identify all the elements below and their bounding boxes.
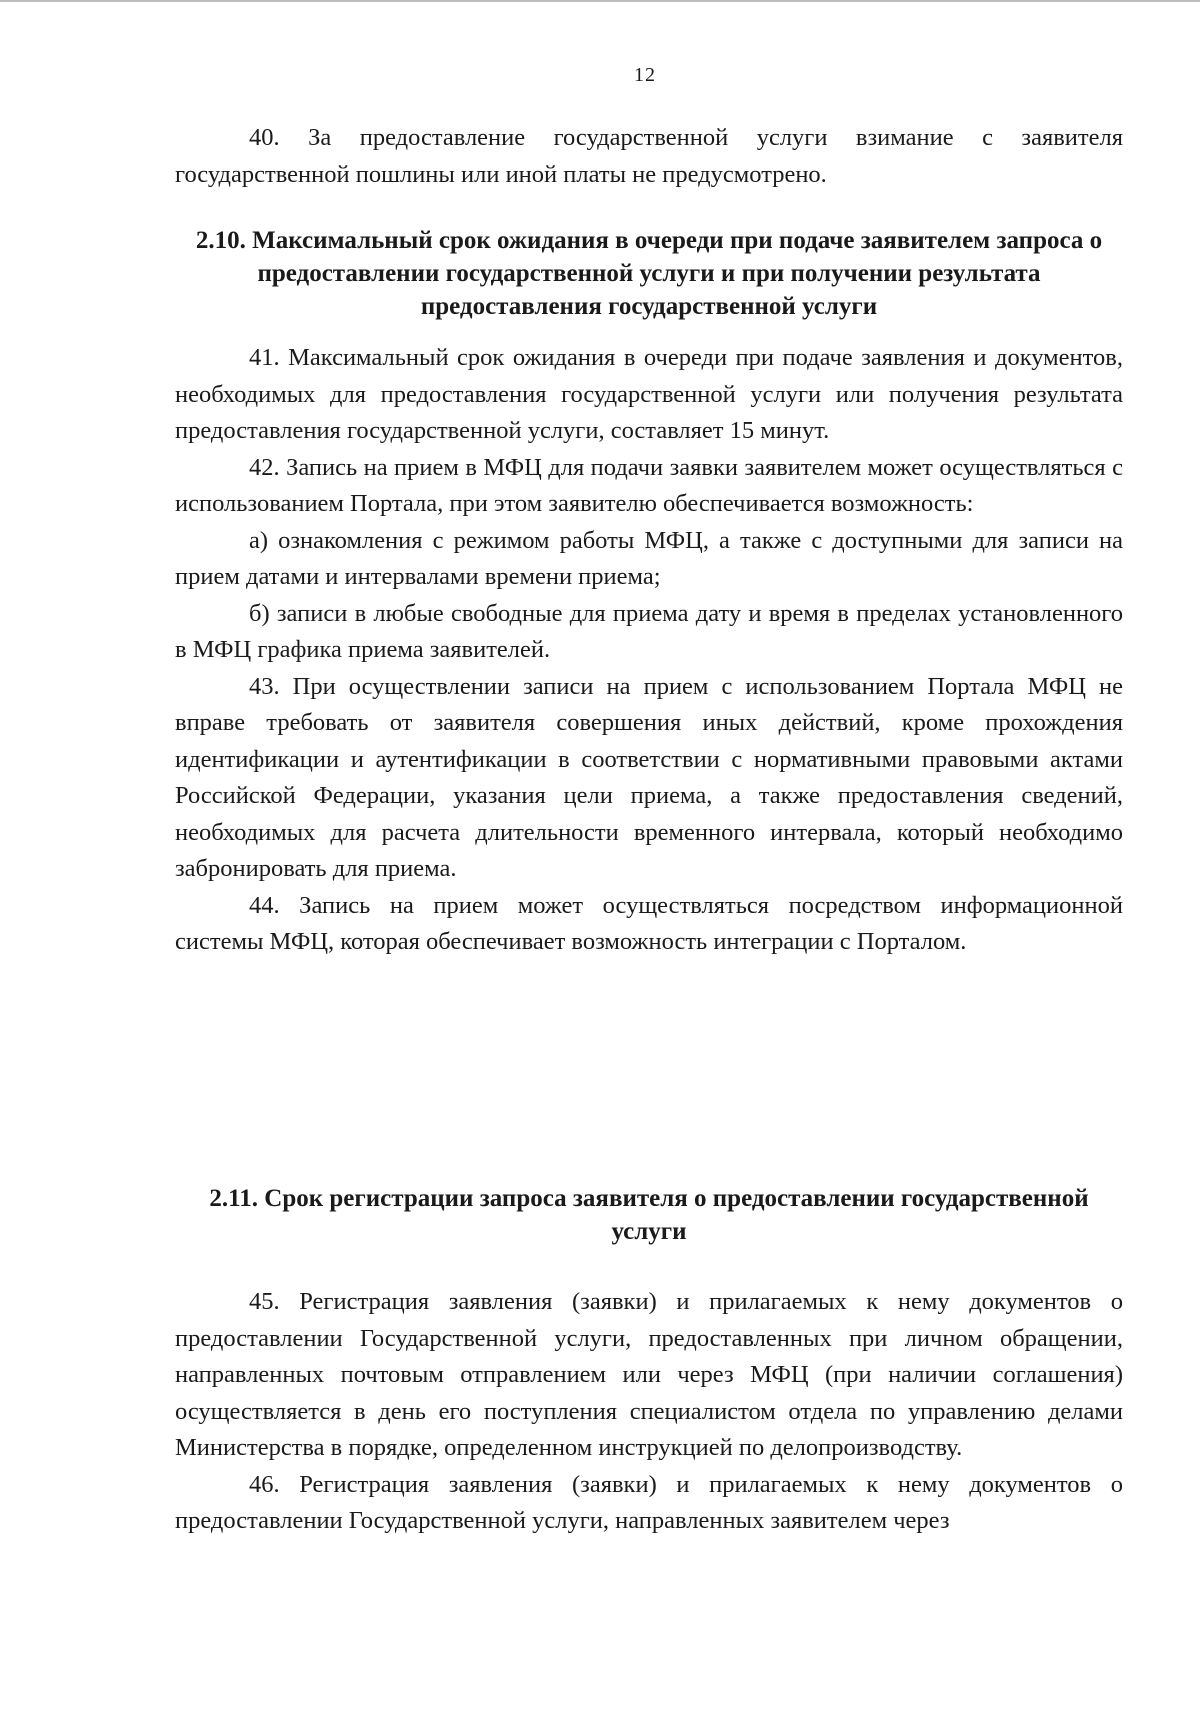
section-body-2-11: [175, 1284, 1123, 1540]
paragraph-43: 43. При осуществлении записи на прием с использованием Портала МФЦ не вправе требовать от заявителя совершения иных действий, кроме прохождения идентификации и аутентификации в соответствии с нормативными правовыми актами Российской Федерации, указания цели приема, а также предоставления сведений, необходимых для расчета длительности временного интервала, который необходимо забронировать для приема.: [175, 672, 1123, 882]
paragraph-42-a: а) ознакомления с режимом работы МФЦ, а также с доступными для записи на прием датами и интервалами времени приема;: [175, 526, 1123, 590]
page-number: 12: [634, 64, 656, 86]
paragraph-45: 45. Регистрация заявления (заявки) и прилагаемых к нему документов о предоставлении Государственной услуги, предоставленных при личном обращении, направленных почтовым отправлением или через МФЦ (при наличии соглашения) осуществляется в день его поступления специалистом отдела по управлению делами Министерства в порядке, определенном инструкцией по делопроизводству.: [175, 1288, 1123, 1461]
section-heading-2-11: 2.11. Срок регистрации запроса заявителя о предоставлении государственной услуги: [209, 1185, 1089, 1245]
paragraph-42: 42. Запись на прием в МФЦ для подачи заявки заявителем может осуществляться с использованием Портала, при этом заявителю обеспечивается возможность:: [175, 453, 1123, 517]
paragraph-44: 44. Запись на прием может осуществляться посредством информационной системы МФЦ, которая обеспечивает возможность интеграции с Порталом.: [175, 891, 1123, 955]
section-body-2-10: [175, 340, 1123, 961]
section-heading-2-10: 2.10. Максимальный срок ожидания в очереди при подаче заявителем запроса о предоставлении государственной услуги и при получении результата предоставления государственной услуги: [195, 227, 1103, 320]
page-top-edge: [0, 0, 1200, 2]
paragraph-46: 46. Регистрация заявления (заявки) и прилагаемых к нему документов о предоставлении Государственной услуги, направленных заявителем через: [175, 1470, 1123, 1534]
paragraph-block-40: [175, 120, 1123, 193]
paragraph-42-b: б) записи в любые свободные для приема дату и время в пределах установленного в МФЦ графика приема заявителей.: [175, 599, 1123, 663]
paragraph-40: 40. За предоставление государственной услуги взимание с заявителя государственной пошлины или иной платы не предусмотрено.: [175, 124, 1123, 188]
paragraph-41: 41. Максимальный срок ожидания в очереди при подаче заявления и документов, необходимых для предоставления государственной услуги или получения результата предоставления государственной услуги, составляет 15 минут.: [175, 344, 1123, 444]
